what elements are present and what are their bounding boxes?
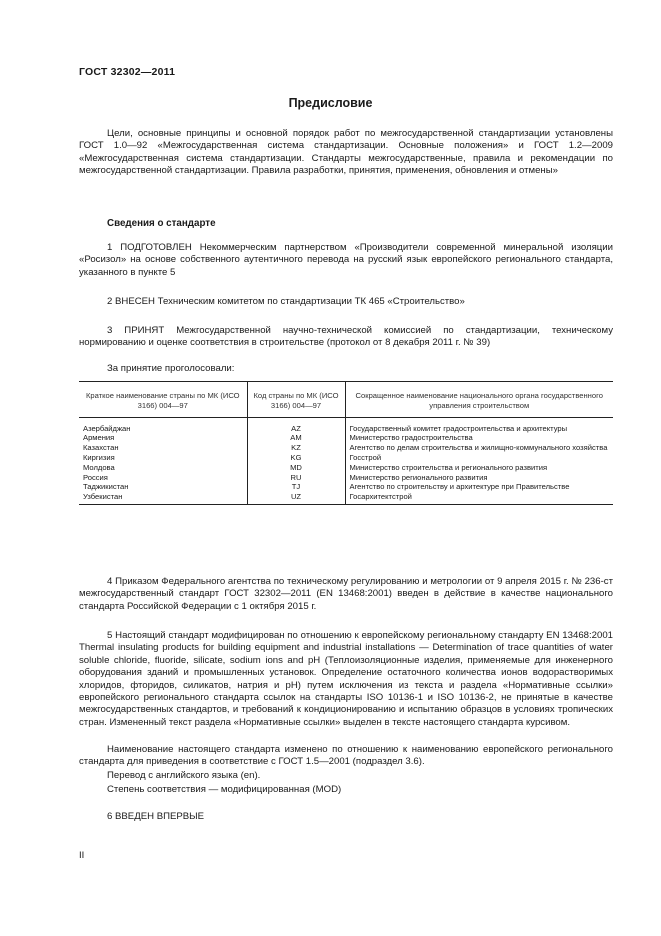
page-number: II — [79, 850, 85, 861]
table-row — [79, 453, 613, 463]
table-row — [79, 482, 613, 492]
table-row — [79, 417, 613, 433]
header-national-body: Сокращенное наименование национального органа государственного управления строительством — [345, 382, 613, 418]
document-header: ГОСТ 32302—2011 — [79, 66, 176, 78]
page-title: Предисловие — [288, 96, 373, 110]
item-5-degree: Степень соответствия — модифицированная (MOD) — [107, 784, 342, 795]
header-country-name: Краткое наименование страны по МК (ИСО 3166) 004—97 — [79, 382, 247, 418]
country-code: RU — [247, 473, 345, 483]
table-row — [79, 492, 613, 504]
item-1: 1 ПОДГОТОВЛЕН Некоммерческим партнерством «Производители современной минеральной изоляции «Росизол» на основе собственного аутентичного перевода на русский язык европейского регионального стандарта, указанного в пункте 5 — [79, 242, 613, 278]
item-6: 6 ВВЕДЕН ВПЕРВЫЕ — [107, 811, 205, 822]
national-body: Госстрой — [345, 453, 613, 463]
country-name: Узбекистан — [79, 492, 247, 504]
country-name: Молдова — [83, 462, 115, 472]
country-name: Азербайджан — [83, 423, 131, 433]
national-body: Министерство регионального развития — [345, 473, 613, 483]
item-5-name-note: Наименование настоящего стандарта изменено по отношению к наименованию европейского регионального стандарта для приведения в соответствие с ГОСТ 1.5—2001 (подраздел 3.6). — [79, 744, 613, 768]
country-code: KZ — [247, 443, 345, 453]
item-5-translation: Перевод с английского языка (en). — [107, 770, 261, 781]
country-name: Армения — [83, 433, 115, 443]
item-2: 2 ВНЕСЕН Техническим комитетом по стандартизации ТК 465 «Строительство» — [107, 296, 465, 307]
section-title: Сведения о стандарте — [107, 218, 216, 229]
country-code: KG — [247, 453, 345, 463]
country-code: TJ — [247, 482, 345, 492]
country-code: MD — [247, 463, 345, 473]
table-row — [79, 433, 613, 443]
header-country-code: Код страны по МК (ИСО 3166) 004—97 — [247, 382, 345, 418]
intro-paragraph: Цели, основные принципы и основной порядок работ по межгосударственной стандартизации установлены ГОСТ 1.0—92 «Межгосударственная система стандартизации. Основные положения» и ГОСТ 1.2—2009 «Межгосударственная система стандартизации. Стандарты межгосударственные, правила и рекомендации по межгосударственной стандартизации. Правила разработки, принятия, применения, обновления и отмены» — [79, 128, 613, 177]
country-code: AZ — [247, 417, 345, 433]
country-code: AM — [247, 433, 345, 443]
table-header-row — [79, 382, 613, 418]
national-body: Агентство по делам строительства и жилищно-коммунального хозяйства — [345, 443, 613, 453]
national-body: Министерство градостроительства — [345, 433, 613, 443]
national-body: Госархитектстрой — [345, 492, 613, 504]
table-row — [79, 443, 613, 453]
table-row — [79, 463, 613, 473]
country-name: Казахстан — [83, 443, 119, 453]
voting-table — [79, 381, 613, 505]
country-name: Киргизия — [83, 452, 115, 462]
item-5: 5 Настоящий стандарт модифицирован по отношению к европейскому региональному стандарту EN 13468:2001 Thermal insulating products for building equipment and industrial installations — Determination of trace quantities of water soluble chloride, fluoride, silicate, sodium ions and pH (Теплоизоляционные изделия, применяемые для инженерного оборудования зданий и промышленных установок. Определение остаточного количества ионов водорастворимых хлоридов, фторидов, силикатов, натрия и pH) путем исключения из текста и раздела «Нормативные ссылки» европейского регионального стандарта ссылок на стандарты ISO 10136-1 и ISO 10136-2, не принятые в качестве межгосударственных стандартов, и требований к кондиционированию и испытанию образцов в условиях тропических стран. Измененный текст раздела «Нормативные ссылки» выделен в тексте настоящего стандарта курсивом. — [79, 630, 613, 728]
item-3: 3 ПРИНЯТ Межгосударственной научно-технической комиссией по стандартизации, техническому нормированию и оценке соответствия в строительстве (протокол от 8 декабря 2011 г. № 39) — [79, 325, 613, 349]
country-code: UZ — [247, 492, 345, 504]
vote-intro: За принятие проголосовали: — [107, 363, 235, 374]
national-body: Государственный комитет градостроительства и архитектуры — [345, 417, 613, 433]
country-name: Россия — [83, 472, 108, 482]
table-row — [79, 473, 613, 483]
national-body: Министерство строительства и регионального развития — [345, 463, 613, 473]
item-4: 4 Приказом Федерального агентства по техническому регулированию и метрологии от 9 апреля 2015 г. № 236-ст межгосударственный стандарт ГОСТ 32302—2011 (EN 13468:2001) введен в действие в качестве национального стандарта Российской Федерации с 1 октября 2015 г. — [79, 576, 613, 612]
country-name: Таджикистан — [83, 482, 129, 492]
national-body: Агентство по строительству и архитектуре при Правительстве — [345, 482, 613, 492]
